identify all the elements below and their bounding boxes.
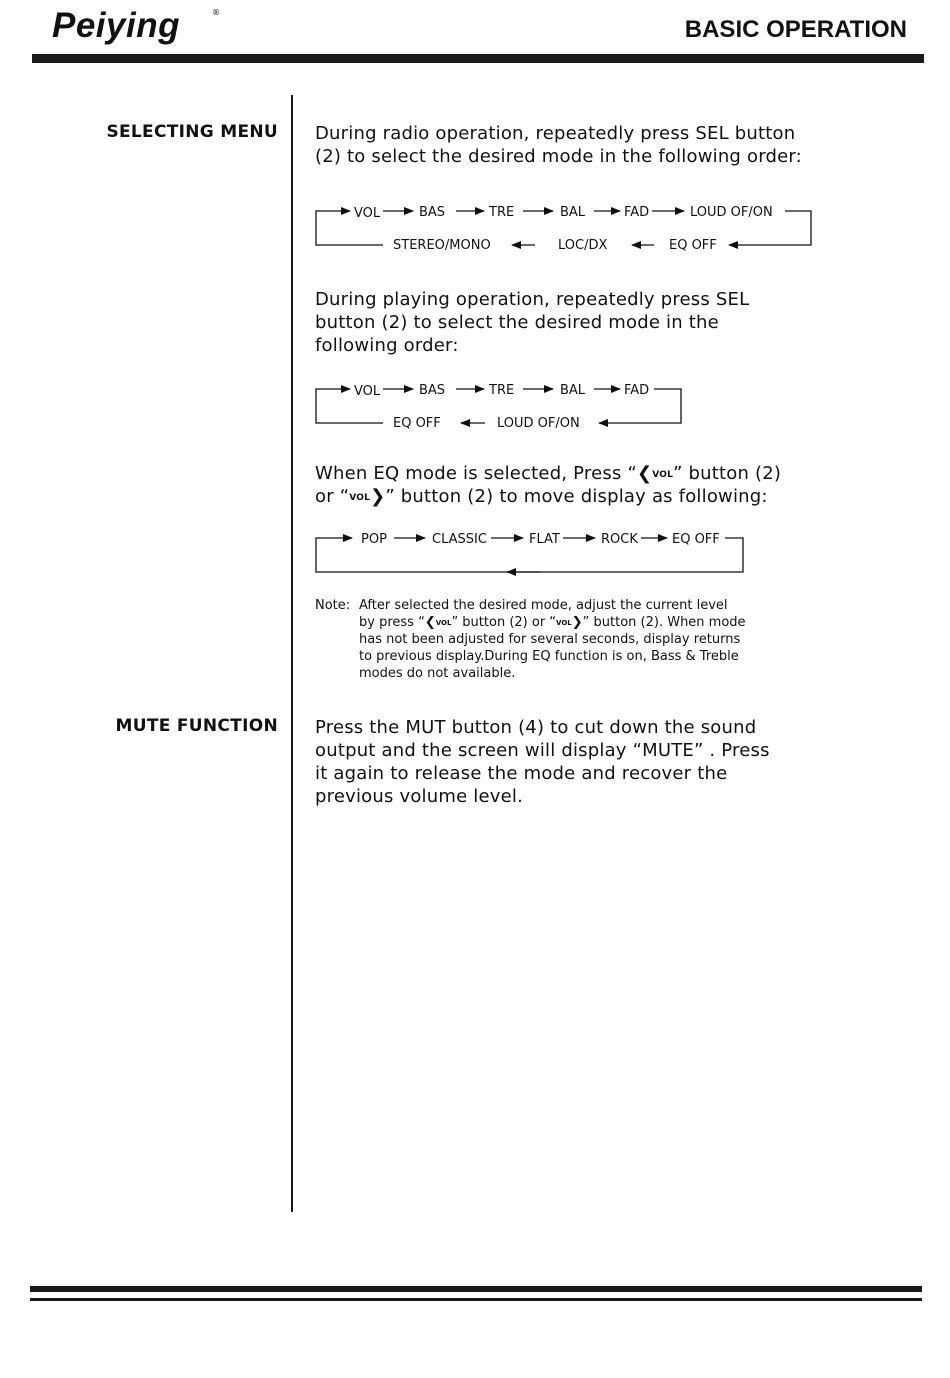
paragraph-line: (2) to select the desired mode in the following order:: [315, 146, 802, 167]
paragraph-line: output and the screen will display “MUTE” . Press: [315, 740, 770, 761]
vol-icon: VOL: [556, 619, 572, 627]
note-line: modes do not available.: [359, 666, 516, 681]
vol-icon: VOL: [349, 493, 371, 503]
paragraph-line: When EQ mode is selected, Press “❮VOL” button (2): [315, 462, 781, 485]
paragraph-line: During playing operation, repeatedly press SEL: [315, 289, 750, 310]
section-label-selecting-menu: SELECTING MENU: [106, 122, 278, 142]
paragraph-line: previous volume level.: [315, 786, 524, 807]
note-line: has not been adjusted for several seconds, display returns: [359, 632, 741, 647]
section-label-mute-function: MUTE FUNCTION: [115, 716, 278, 736]
playing-cycle-item-eq-off: EQ OFF: [393, 416, 441, 431]
radio-cycle-item-stereo-mono: STEREO/MONO: [393, 238, 491, 253]
vol-icon: VOL: [435, 619, 452, 627]
playing-cycle-item-tre: TRE: [489, 383, 515, 398]
playing-operation-text: [315, 288, 749, 357]
chevron-right-icon: ❯: [571, 615, 583, 630]
note-block: [315, 597, 746, 681]
eq-cycle-item-flat: FLAT: [529, 532, 560, 547]
chevron-left-icon: ❮: [637, 463, 653, 484]
eq-cycle-item-pop: POP: [361, 532, 387, 547]
eq-cycle-item-classic: CLASSIC: [432, 532, 487, 547]
playing-cycle-item-bal: BAL: [560, 383, 586, 398]
chevron-left-icon: ❮: [424, 615, 436, 630]
eq-mode-text: [315, 462, 781, 508]
paragraph-line: it again to release the mode and recover the: [315, 763, 728, 784]
radio-cycle-item-loc-dx: LOC/DX: [558, 238, 608, 253]
radio-cycle-item-bas: BAS: [419, 205, 446, 220]
radio-cycle-item-bal: BAL: [560, 205, 586, 220]
page-title: BASIC OPERATION: [684, 16, 907, 43]
playing-mode-cycle-diagram: [316, 383, 681, 431]
footer-rule-thick: [30, 1286, 922, 1292]
radio-cycle-item-eq-off: EQ OFF: [669, 238, 717, 253]
registered-mark: ®: [212, 8, 220, 17]
vol-icon: VOL: [652, 470, 674, 480]
mute-function-text: [315, 716, 770, 808]
paragraph-line: During radio operation, repeatedly press SEL button: [315, 123, 796, 144]
radio-cycle-item-fad: FAD: [624, 205, 650, 220]
eq-cycle-item-rock: ROCK: [601, 532, 638, 547]
note-line: After selected the desired mode, adjust the current level: [359, 598, 728, 613]
radio-cycle-item-vol: VOL: [354, 206, 381, 221]
eq-mode-cycle-diagram: [316, 532, 743, 572]
chevron-right-icon: ❯: [370, 486, 386, 507]
paragraph-line: button (2) to select the desired mode in the: [315, 312, 719, 333]
playing-cycle-item-loud: LOUD OF/ON: [497, 416, 580, 431]
radio-cycle-item-tre: TRE: [489, 205, 515, 220]
paragraph-line: following order:: [315, 335, 459, 356]
note-label: Note:: [315, 598, 351, 613]
brand-logo: Peiying: [52, 6, 180, 45]
playing-cycle-item-bas: BAS: [419, 383, 446, 398]
paragraph-line: or “VOL❯” button (2) to move display as following:: [315, 485, 781, 508]
footer-rule-thin: [30, 1298, 922, 1301]
playing-cycle-item-fad: FAD: [624, 383, 650, 398]
paragraph-line: Press the MUT button (4) to cut down the sound: [315, 717, 757, 738]
note-line: to previous display.During EQ function is on, Bass & Treble: [359, 649, 739, 664]
note-body: [359, 597, 746, 682]
playing-cycle-item-vol: VOL: [354, 384, 381, 399]
eq-cycle-item-eq-off: EQ OFF: [672, 532, 720, 547]
radio-cycle-item-loud: LOUD OF/ON: [690, 205, 773, 220]
note-line: by press “❮VOL” button (2) or “VOL❯” button (2). When mode: [359, 615, 746, 630]
